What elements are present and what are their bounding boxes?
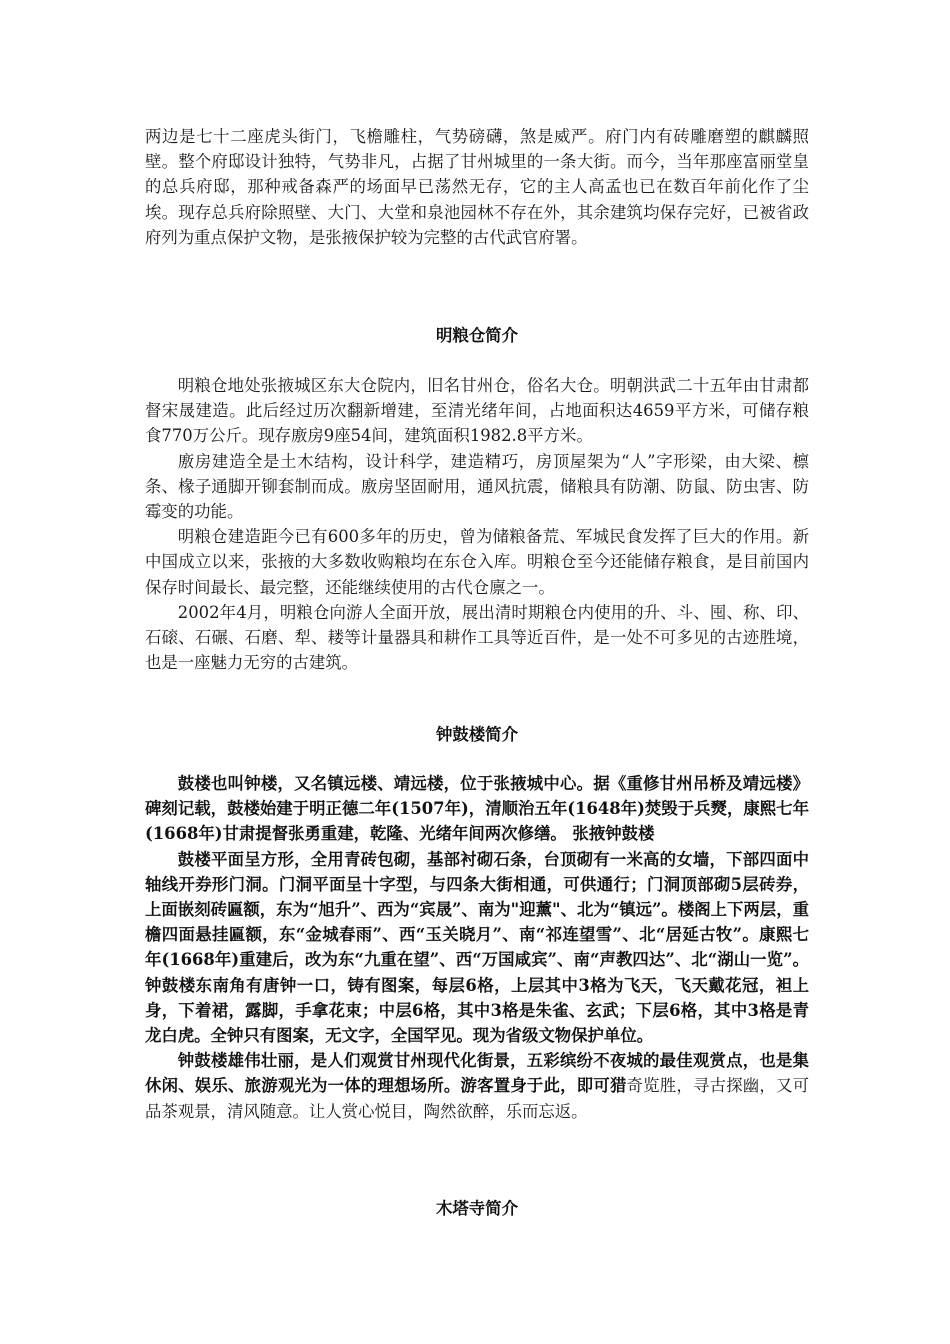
section-title-muta: 木塔寺简介: [436, 1199, 518, 1218]
gulou-section: [145, 771, 809, 1124]
liangcang-paragraph: 2002年4月，明粮仓向游人全面开放，展出清时期粮仓内使用的升、斗、囤、称、印、石磙、石碾、石磨、犁、耧等计量器具和耕作工具等近百件，是一处不可多见的古迹胜境，也是一座魅力无穷的古建筑。: [145, 602, 809, 673]
gulou-last-bold-text: 钟鼓楼雄伟壮丽，是人们观赏甘州现代化街景，五彩缤纷不夜城的最佳观赏点，也是集休闲、娱乐、旅游观光为一体的理想场所。游客置身于此，即可猎: [145, 1051, 809, 1096]
intro-paragraph: 两边是七十二座虎头街门，飞檐雕柱，气势磅礴，煞是威严。府门内有砖雕磨塑的麒麟照壁。整个府邸设计独特，气势非凡，占据了甘州城里的一条大街。而今，当年那座富丽堂皇的总兵府邸，那种戒备森严的场面早已荡然无存，它的主人高孟也已在数百年前化作了尘埃。现存总兵府除照壁、大门、大堂和泉池园林不存在外，其余建筑均保存完好，已被省政府列为重点保护文物，是张掖保护较为完整的古代武官府署。: [145, 127, 809, 247]
gulou-paragraph: 鼓楼也叫钟楼，又名镇远楼、靖远楼，位于张掖城中心。据《重修甘州吊桥及靖远楼》碑刻记载，鼓楼始建于明正德二年(1507年)，清顺治五年(1648年)焚毁于兵燹，康熙七年(1668年)甘肃提督张勇重建，乾隆、光绪年间两次修缮。 张掖钟鼓楼: [145, 774, 809, 844]
gulou-paragraph: 鼓楼平面呈方形，全用青砖包砌，基部衬砌石条，台顶砌有一米高的女墙，下部四面中轴线开券形门洞。门洞平面呈十字型，与四条大街相通，可供通行；门洞顶部砌5层砖券，上面嵌刻砖匾额，东为“旭升”、西为“宾晟”、南为"迎薰"、北为“镇远”。楼阁上下两层，重檐四面悬挂匾额，东“金城春雨”、西“玉关晓月”、南“祁连望雪”、北“居延古牧”。康熙七年(1668年)重建后，改为东“九重在望”、西“万国咸宾”、南“声教四达”、北“湖山一览”。钟鼓楼东南角有唐钟一口，铸有图案，每层6格，上层其中3格为飞天，飞天戴花冠，袒上身，下着裙，露脚，手拿花束；中层6格，其中3格是朱雀、玄武；下层6格，其中3格是青龙白虎。全钟只有图案，无文字，全国罕见。现为省级文物保护单位。: [145, 849, 809, 1046]
gulou-last-normal-text: 奇览胜，寻古探幽，又可品茶观景，清风随意。让人赏心悦目，陶然欲醉，乐而忘返。: [145, 1076, 810, 1121]
liangcang-paragraph: 明粮仓建造距今已有600多年的历史，曾为储粮备荒、军城民食发挥了巨大的作用。新中国成立以来，张掖的大多数收购粮均在东仓入库。明粮仓至今还能储存粮食，是目前国内保存时间最长、最完整，还能继续使用的古代仓廪之一。: [145, 527, 809, 597]
liangcang-section: [145, 373, 809, 675]
section-title-liangcang: 明粮仓简介: [436, 326, 518, 345]
section-title-gulou: 钟鼓楼简介: [436, 725, 518, 744]
gulou-paragraph-last: [145, 1048, 809, 1124]
liangcang-paragraph: 廒房建造全是土木结构，设计科学，建造精巧，房顶屋架为“人”字形梁，由大梁、檩条、椽子通脚开铆套制而成。廒房坚固耐用，通风抗震，储粮具有防潮、防鼠、防虫害、防霉变的功能。: [145, 451, 809, 522]
liangcang-paragraph: 明粮仓地处张掖城区东大仓院内，旧名甘州仓，俗名大仓。明朝洪武二十五年由甘肃都督宋晟建造。此后经过历次翻新增建，至清光绪年间，占地面积达4659平方米，可储存粮食770万公斤。现存廒房9座54间，建筑面积1982.8平方米。: [145, 376, 809, 446]
intro-section: [145, 124, 809, 250]
